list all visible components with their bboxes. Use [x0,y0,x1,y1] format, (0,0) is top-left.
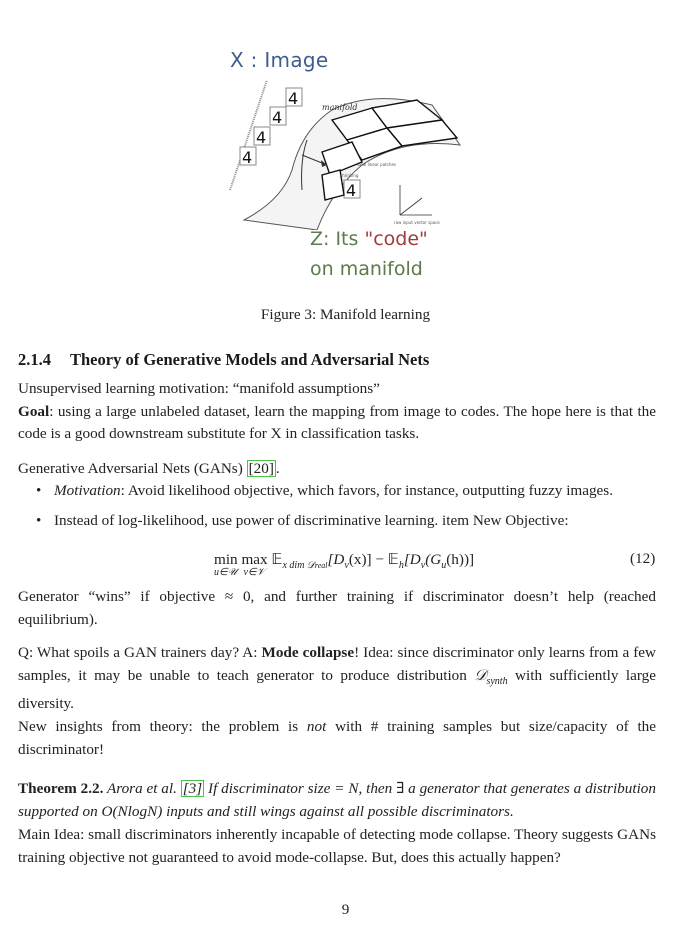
bullet-icon: • [36,512,42,529]
qa-dsynth-sub: synth [486,675,508,687]
figure-title-x: X : Image [230,48,329,72]
eq-d2: [D [403,551,421,568]
svg-text:4: 4 [272,108,283,127]
goal-text: : using a large unlabeled dataset, learn the mapping from image to codes. The hope here is that the code is a good downstream substitute for X in classification tasks. [18,402,656,442]
gans-intro-paragraph [18,458,656,481]
svg-text:local linear patches: local linear patches [357,162,397,167]
section-heading [18,350,429,370]
qa-question: Q: What spoils a GAN trainers day? A: [18,644,262,661]
eq-e1-subsub: real [314,561,328,571]
figure-title-z-code: "code" [364,228,428,250]
eq-d1-sub: v [344,560,349,572]
manifold-illustration-icon [222,80,472,230]
eq-max: max [241,551,268,568]
insights-not: not [306,718,327,735]
motivation-line: Unsupervised learning motivation: “manifold assumptions” [18,380,380,397]
theorem-label: Theorem 2.2. [18,780,104,797]
insights-2: with # training samples but size/capacity of the discriminator! [18,718,657,758]
eq-d2-sub: v [420,560,426,572]
eq-max-sub: v∈𝒱 [243,567,265,578]
qa-rest-1: ! Idea: since discriminator only learns from a few samples, it may be unable to teach generator to produce distribution [18,644,656,684]
citation-link-3[interactable]: [3] [182,780,203,797]
eq-mid: (x)] − 𝔼 [348,551,399,568]
eq-min-sub: u∈𝒰 [214,567,237,578]
figure-title-z-prefix: Z: Its [310,228,365,250]
eq-end: (h))] [446,551,475,568]
eq-min: min [214,551,238,568]
bullet-item-motivation [36,482,613,500]
section-title: Theory of Generative Models and Adversarial Nets [70,350,430,369]
svg-text:manifold: manifold [322,103,358,112]
mode-collapse-paragraph [18,642,656,716]
qa-mode-collapse: Mode collapse [261,644,355,661]
manifold-figure [222,42,472,292]
eq-g: (G [425,551,442,568]
svg-text:raw input vector space: raw input vector space [394,220,440,225]
section-number: 2.1.4 [18,350,51,369]
qa-rest-2: with sufficiently large diversity. [18,666,656,713]
motivation-goal-paragraph [18,378,656,446]
svg-text:4: 4 [242,148,253,167]
equation-12 [214,550,475,578]
theorem-text: If discriminator size = N, then ∃ a generator that generates a distribution supported on O(NlogN) inputs and still wings against all possible discriminators. [18,780,656,820]
figure-title-z-line2: on manifold [310,258,423,280]
eq-d1: [D [327,551,345,568]
theorem-authors: Arora et al. [103,780,181,797]
eq-g-sub: u [441,560,447,572]
bullet-item-objective [36,512,569,530]
svg-text:4: 4 [288,89,299,108]
citation-link-20[interactable]: [20] [248,460,274,477]
page-number: 9 [341,901,350,918]
theorem-2-2 [18,778,656,823]
bullet-text: : Avoid likelihood objective, which favors, for instance, outputting fuzzy images. [120,482,614,499]
figure-caption: Figure 3: Manifold learning [260,306,431,323]
insights-1: New insights from theory: the problem is [18,718,307,735]
eq-e1-sub: x dim 𝒟 [282,560,315,572]
equation-number: (12) [630,550,656,567]
gans-intro-text: Generative Adversarial Nets (GANs) [18,460,247,477]
bullet-text: Instead of log-likelihood, use power of discriminative learning. item New Objective: [54,512,569,529]
eq-e1: 𝔼 [271,551,283,568]
bullet-icon: • [36,482,42,499]
svg-text:shrinking: shrinking [340,173,359,178]
eq-e2-sub: h [398,560,404,572]
bullet-label: Motivation [54,482,121,499]
goal-label: Goal [18,402,50,420]
gans-intro-end: . [275,460,280,477]
svg-text:4: 4 [346,181,357,200]
insights-paragraph [18,716,656,761]
qa-dsynth: 𝒟 [474,666,487,684]
generator-wins-paragraph: Generator “wins” if objective ≈ 0, and further training if discriminator doesn’t help (reached equilibrium). [18,588,656,628]
svg-text:4: 4 [256,128,267,147]
figure-title-z [310,228,428,250]
main-idea-paragraph: Main Idea: small discriminators inherently incapable of detecting mode collapse. Theory suggests GANs training objective not guaranteed to avoid mode-collapse. But, does this actually happen? [18,826,656,866]
